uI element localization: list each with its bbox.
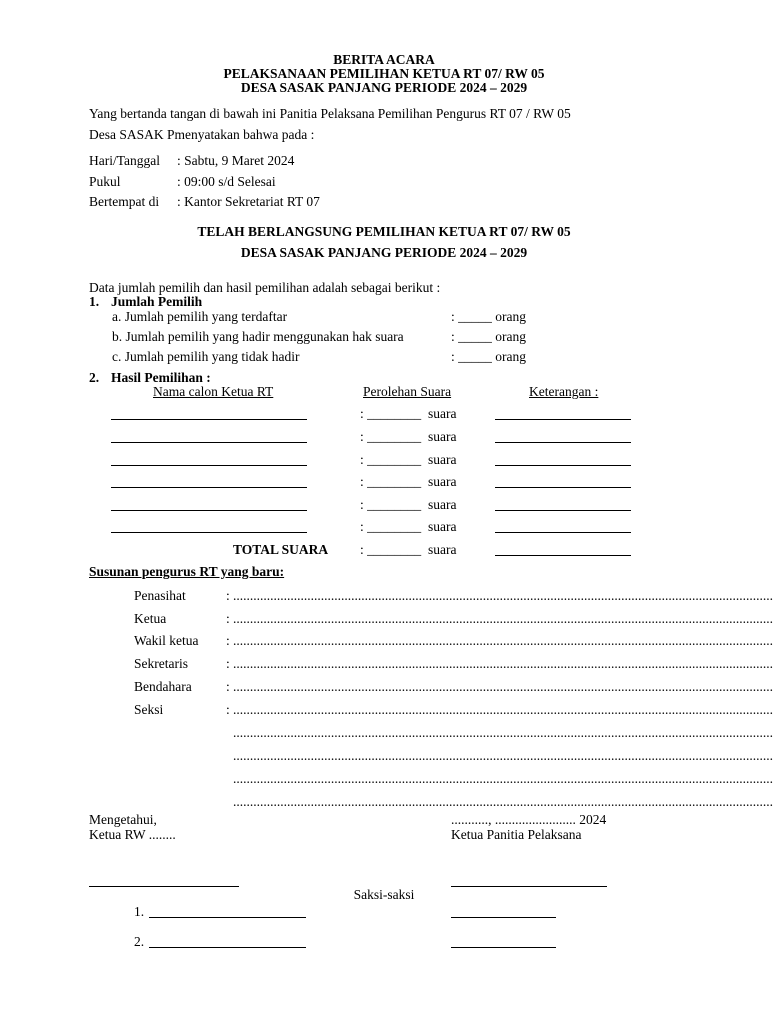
board-role-dots: ................................................................................................................................................................ [233, 702, 773, 717]
board-role-label: Seksi [134, 702, 164, 717]
total-note-line [495, 555, 631, 556]
board-role-label: Sekretaris [134, 656, 188, 671]
board-role-label: Wakil ketua [134, 633, 199, 648]
doc-title: BERITA ACARA [333, 52, 435, 67]
committee-label: Ketua Panitia Pelaksana [451, 827, 582, 842]
rw-label: Ketua RW ........ [89, 827, 176, 842]
seksi-extra-dots: ................................................................................................................................................................ [233, 771, 773, 786]
board-role-colon: : [226, 702, 230, 717]
voter-absent-label: c. Jumlah pemilih yang tidak hadir [112, 349, 300, 364]
vote-blank: : ________ [360, 519, 422, 534]
intro-line-1: Yang bertanda tangan di bawah ini Panitia Pelaksana Pemilihan Pengurus RT 07 / RW 05 [89, 106, 571, 121]
note-line [495, 419, 631, 420]
candidate-name-line [111, 510, 307, 511]
vote-blank: : ________ [360, 497, 422, 512]
voter-absent-value: : _____ orang [451, 349, 526, 364]
note-line [495, 510, 631, 511]
board-role-colon: : [226, 656, 230, 671]
intro-line-2: Desa SASAK Pmenyatakan bahwa pada : [89, 127, 315, 142]
board-role-colon: : [226, 588, 230, 603]
voter-registered-label: a. Jumlah pemilih yang terdaftar [112, 309, 288, 324]
candidate-name-line [111, 419, 307, 420]
seksi-extra-dots: ................................................................................................................................................................ [233, 725, 773, 740]
section1-number: 1. [89, 294, 100, 309]
board-role-colon: : [226, 611, 230, 626]
section2-number: 2. [89, 370, 100, 385]
vote-unit: suara [428, 406, 457, 421]
board-role-label: Bendahara [134, 679, 192, 694]
total-vote-unit: suara [428, 542, 457, 557]
event-value-date: : Sabtu, 9 Maret 2024 [177, 153, 295, 168]
note-line [495, 487, 631, 488]
witness-1-line-left [149, 917, 306, 918]
voter-present-value: : _____ orang [451, 329, 526, 344]
total-vote-blank: : ________ [360, 542, 422, 557]
total-votes-label: TOTAL SUARA [233, 542, 329, 557]
witness-2-line-right [451, 947, 556, 948]
vote-blank: : ________ [360, 429, 422, 444]
note-line [495, 442, 631, 443]
section2-title: Hasil Pemilihan : [111, 370, 211, 385]
board-role-colon: : [226, 633, 230, 648]
declaration-line-2: DESA SASAK PANJANG PERIODE 2024 – 2029 [240, 245, 528, 260]
board-role-dots: ................................................................................................................................................................ [233, 633, 773, 648]
witness-1-line-right [451, 917, 556, 918]
candidate-name-line [111, 532, 307, 533]
known-label: Mengetahui, [89, 812, 157, 827]
vote-unit: suara [428, 452, 457, 467]
declaration-line-1: TELAH BERLANGSUNG PEMILIHAN KETUA RT 07/ RW 05 [197, 224, 571, 239]
witnesses-label: Saksi-saksi [353, 887, 415, 902]
seksi-extra-dots: ................................................................................................................................................................ [233, 794, 773, 809]
board-role-dots: ................................................................................................................................................................ [233, 679, 773, 694]
seksi-extra-dots: ................................................................................................................................................................ [233, 748, 773, 763]
doc-subtitle-1: PELAKSANAAN PEMILIHAN KETUA RT 07/ RW 05 [223, 66, 545, 81]
vote-unit: suara [428, 519, 457, 534]
event-label-place: Bertempat di [89, 194, 160, 209]
rw-signature-line [89, 886, 239, 887]
note-line [495, 465, 631, 466]
candidate-name-line [111, 442, 307, 443]
event-label-date: Hari/Tanggal [89, 153, 161, 168]
event-value-time: : 09:00 s/d Selesai [177, 174, 276, 189]
witness-1-number: 1. [134, 904, 145, 919]
data-intro: Data jumlah pemilih dan hasil pemilihan adalah sebagai berikut : [89, 280, 441, 295]
board-role-colon: : [226, 679, 230, 694]
section1-title: Jumlah Pemilih [111, 294, 203, 309]
board-role-dots: ................................................................................................................................................................ [233, 611, 773, 626]
event-value-place: : Kantor Sekretariat RT 07 [177, 194, 320, 209]
board-title: Susunan pengurus RT yang baru: [89, 564, 285, 579]
candidate-name-line [111, 465, 307, 466]
vote-unit: suara [428, 474, 457, 489]
committee-signature-line [451, 886, 607, 887]
voter-present-label: b. Jumlah pemilih yang hadir menggunakan hak suara [112, 329, 404, 344]
col-header-votes: Perolehan Suara [363, 384, 452, 399]
vote-unit: suara [428, 497, 457, 512]
vote-blank: : ________ [360, 406, 422, 421]
vote-blank: : ________ [360, 474, 422, 489]
sign-date: ..........., ........................ 2024 [451, 812, 607, 827]
voter-registered-value: : _____ orang [451, 309, 526, 324]
note-line [495, 532, 631, 533]
board-role-label: Penasihat [134, 588, 186, 603]
event-label-time: Pukul [89, 174, 121, 189]
board-role-dots: ................................................................................................................................................................ [233, 656, 773, 671]
vote-unit: suara [428, 429, 457, 444]
col-header-name: Nama calon Ketua RT [153, 384, 274, 399]
witness-2-number: 2. [134, 934, 145, 949]
doc-subtitle-2: DESA SASAK PANJANG PERIODE 2024 – 2029 [240, 80, 528, 95]
col-header-note: Keterangan : [529, 384, 599, 399]
candidate-name-line [111, 487, 307, 488]
vote-blank: : ________ [360, 452, 422, 467]
board-role-label: Ketua [134, 611, 167, 626]
witness-2-line-left [149, 947, 306, 948]
board-role-dots: ................................................................................................................................................................ [233, 588, 773, 603]
